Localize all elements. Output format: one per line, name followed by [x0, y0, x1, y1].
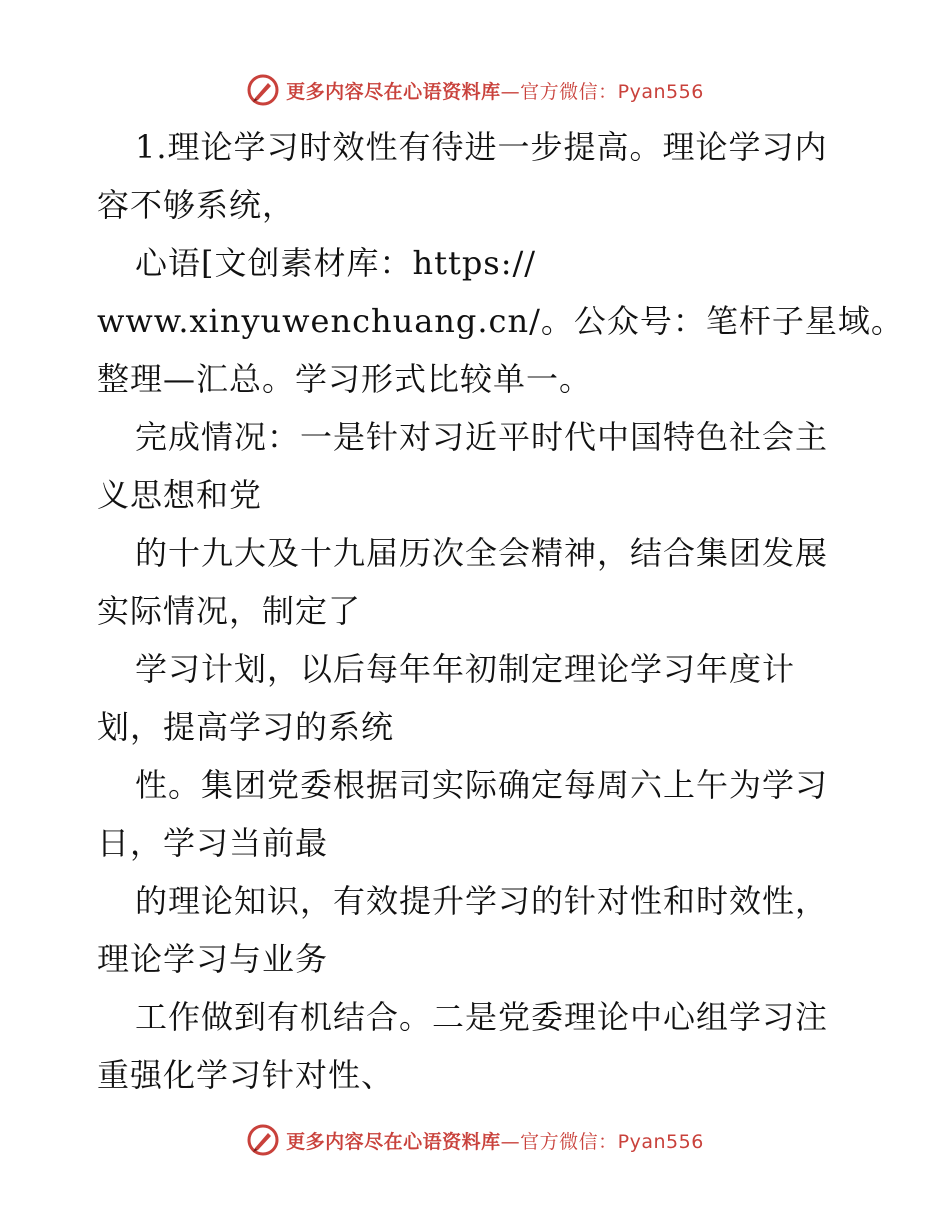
text-line: 1.理论学习时效性有待进一步提高。理论学习内: [135, 128, 828, 166]
watermark-official: 官方微信：Pyan556: [520, 80, 704, 103]
watermark-brand: 更多内容尽在心语资料库: [286, 80, 501, 103]
text-line: 划，提高学习的系统: [97, 708, 395, 746]
text-line: 的十九大及十九届历次全会精神，结合集团发展: [135, 534, 829, 572]
pen-logo-icon: [246, 1123, 280, 1157]
pen-logo-icon: [246, 73, 280, 107]
document-body: [97, 118, 904, 1104]
footer-watermark: [0, 1120, 950, 1160]
text-line: 重强化学习针对性、: [97, 1056, 395, 1094]
header-watermark: [0, 70, 950, 110]
watermark-text: [286, 77, 704, 104]
text-line: 容不够系统，: [97, 186, 296, 224]
text-line: 义思想和党: [97, 476, 263, 514]
text-line: 理论学习与业务: [97, 940, 329, 978]
text-line: 实际情况，制定了: [97, 592, 362, 630]
text-line: www.xinyuwenchuang.cn/。公众号：笔杆子星域。: [97, 302, 904, 340]
text-line: 的理论知识，有效提升学习的针对性和时效性，: [135, 882, 829, 920]
text-line: 工作做到有机结合。二是党委理论中心组学习注: [135, 998, 829, 1036]
text-line: 学习计划，以后每年年初制定理论学习年度计: [135, 650, 796, 688]
watermark-brand: 更多内容尽在心语资料库: [286, 1130, 501, 1153]
watermark-text: [286, 1127, 704, 1154]
text-line: 整理—汇总。学习形式比较单一。: [97, 360, 593, 398]
watermark-official: 官方微信：Pyan556: [520, 1130, 704, 1153]
watermark-dash: —: [500, 80, 521, 103]
text-line: 日，学习当前最: [97, 824, 329, 862]
text-line: 性。集团党委根据司实际确定每周六上午为学习: [135, 766, 829, 804]
text-line: 完成情况：一是针对习近平时代中国特色社会主: [135, 418, 829, 456]
text-line: 心语[文创素材库：https://: [135, 244, 537, 282]
watermark-dash: —: [500, 1130, 521, 1153]
